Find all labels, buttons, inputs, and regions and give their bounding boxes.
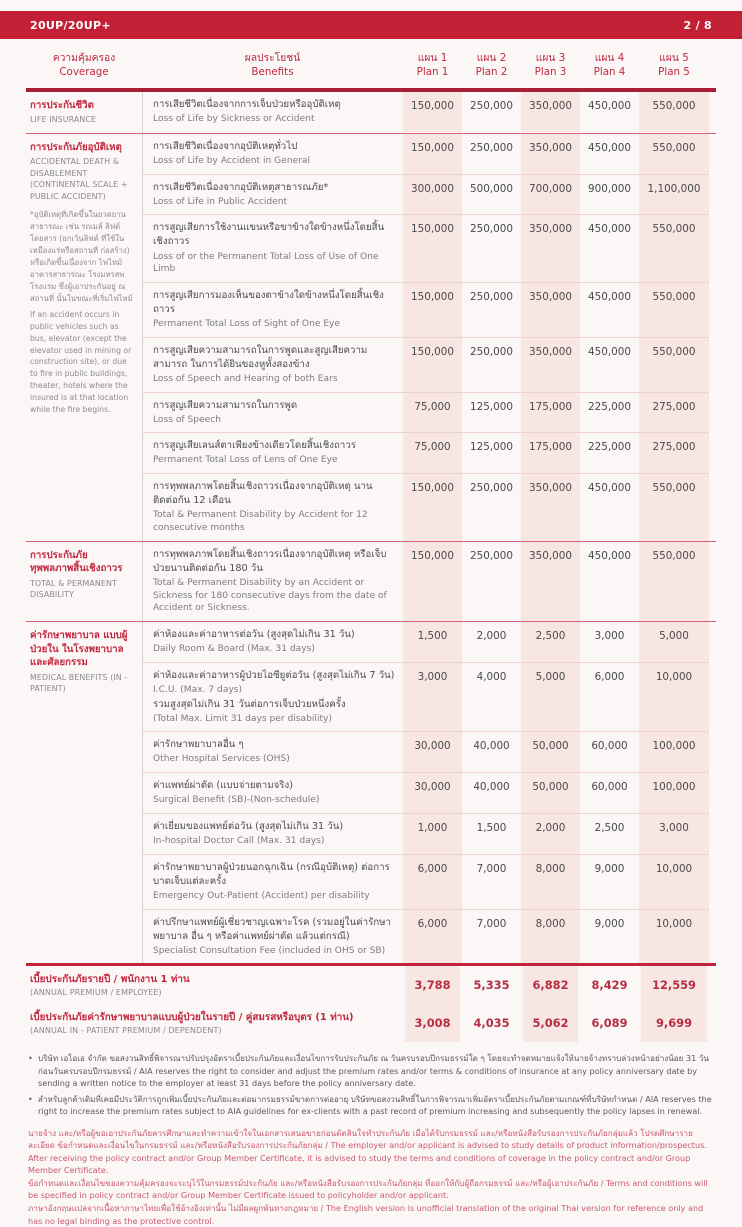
benefit-value-plan-2: 40,000 <box>473 781 510 794</box>
coverage-note-th: *อุบัติเหตุที่เกิดขึ้นในยวดยาน สาธารณะ เช่น รถเมล์ ลิฟต์โดยสาร (ยกเว้นลิฟต์ ที่ใช้ในเหมืองแร่หรือสถานที่ ก่อสร้าง) หรือเกิดขึ้นเนื่องจาก ไฟไหม้ อาคารสาธารณะ โรงมหรสพ โรงแรม ซึ่งผู้เอาประกันอยู่ ณ สถานที่ นั้นในขณะที่เริ่มไฟไหม้ <box>30 210 133 303</box>
benefit-value-plan-5: 3,000 <box>639 814 709 854</box>
benefit-row <box>143 174 709 215</box>
benefit-value-plan-2: 125,000 <box>470 441 513 454</box>
benefit-value-plan-2: 1,500 <box>476 821 507 834</box>
premium-value-plan-2: 4,035 <box>473 1016 510 1031</box>
bullet-marker: • <box>28 1053 33 1064</box>
benefit-label <box>143 134 403 174</box>
benefit-value-plan-3: 350,000 <box>521 474 580 541</box>
benefit-row <box>143 432 709 473</box>
product-title: 20UP/20UP+ <box>30 18 111 32</box>
benefit-value-plan-4: 9,000 <box>594 917 625 930</box>
benefit-label <box>143 663 403 732</box>
benefit-value-plan-5: 550,000 <box>639 92 709 132</box>
benefit-value-plan-3: 8,000 <box>521 855 580 909</box>
benefit-label <box>143 910 403 964</box>
premium-value-plan-3: 5,062 <box>521 1004 580 1042</box>
benefit-value-plan-1: 150,000 <box>403 283 462 337</box>
coverage-column-header: ความคุ้มครอง Coverage <box>52 52 116 78</box>
benefit-label <box>143 773 403 813</box>
benefit-value-plan-5: 100,000 <box>639 773 709 813</box>
benefit-value-plan-2: 250,000 <box>470 99 513 112</box>
coverage-note-en: If an accident occurs in public vehicles such as bus, elevator (except the elevator used in mining or construction site), or due to fire in public buildings, theater, hotels where the insured is at that location while the fire begins. <box>30 309 132 415</box>
footnote-bullet <box>28 1093 718 1118</box>
benefit-text-th: การสูญเสียการใช้งานแขนหรือขาข้างใดข้างหนึ่งโดยสิ้นเชิงถาวร <box>153 222 385 248</box>
benefit-text-th: การสูญเสียเลนส์ตาเพียงข้างเดียวโดยสิ้นเชิงถาวร <box>153 440 356 452</box>
benefit-label <box>143 542 403 621</box>
benefit-label <box>143 175 403 215</box>
benefit-value-plan-3: 50,000 <box>521 773 580 813</box>
benefit-value-plan-5: 100,000 <box>639 732 709 772</box>
benefit-row <box>143 854 709 909</box>
coverage-title-en: LIFE INSURANCE <box>30 115 97 125</box>
benefit-value-plan-3: 5,000 <box>521 663 580 732</box>
premium-value-plan-1: 3,788 <box>403 966 462 1004</box>
benefit-value-plan-3: 350,000 <box>521 215 580 282</box>
benefit-value-plan-1: 150,000 <box>403 215 462 282</box>
benefit-value-plan-1: 150,000 <box>403 542 462 621</box>
benefit-value-plan-3: 2,000 <box>521 814 580 854</box>
benefit-value-plan-1: 1,000 <box>403 814 462 854</box>
benefit-text-en: Total & Permanent Disability by Accident for 12 consecutive months <box>153 510 368 534</box>
benefit-value-plan-1: 150,000 <box>403 474 462 541</box>
plan-header-th: แผน 2 <box>476 52 507 64</box>
benefit-value-plan-3: 350,000 <box>521 134 580 174</box>
benefit-value-plan-5: 550,000 <box>639 338 709 392</box>
benefit-value-plan-4: 3,000 <box>594 630 625 643</box>
benefit-value-plan-1: 30,000 <box>403 773 462 813</box>
benefit-value-plan-2: 250,000 <box>470 549 513 562</box>
benefit-text-en: In-hospital Doctor Call (Max. 31 days) <box>153 836 325 846</box>
benefit-row <box>143 731 709 772</box>
benefit-label <box>143 92 403 132</box>
benefit-value-plan-3: 8,000 <box>521 910 580 964</box>
benefit-value-plan-4: 450,000 <box>588 99 631 112</box>
benefit-value-plan-2: 250,000 <box>470 482 513 495</box>
coverage-title-en: ACCIDENTAL DEATH & DISABLEMENT (CONTINENTAL SCALE + PUBLIC ACCIDENT) <box>30 157 128 201</box>
benefit-value-plan-4: 450,000 <box>588 482 631 495</box>
benefit-text-th: ค่าปรึกษาแพทย์ผู้เชี่ยวชาญเฉพาะโรค (รวมอยู่ในค่ารักษาพยาบาล อื่น ๆ หรือค่าแพทย์ผ่าตัด แล้วแต่กรณี) <box>153 916 391 942</box>
premium-value-plan-1: 3,008 <box>403 1004 462 1042</box>
coverage-title-th: การประกันภัยอุบัติเหตุ <box>30 141 122 153</box>
benefit-rows <box>142 134 709 541</box>
plan-header-en: Plan 4 <box>593 65 626 78</box>
legal-paragraph: นายจ้าง และ/หรือผู้ขอเอาประกันภัยควรศึกษาและทำความเข้าใจในเอกสารเสนอขายก่อนตัดสินใจทำประกันภัย เมื่อได้รับกรมธรรม์ และ/หรือหนังสือรับรองการประกันภัยกลุ่มแล้ว โปรดศึกษารายละเอียด ข้อกำหนดและเงื่อนไขในกรมธรรม์ และ/หรือหนังสือรับรองการประกันภัยกลุ่ม / The employer and/or applicant is advised to study details of product information/prospectus. After receiving the policy contract and/or Group Member Certificate, it is advised to study the terms and conditions of coverage in the policy contract and/or Group Member Certificate. <box>28 1127 707 1176</box>
benefit-label <box>143 215 403 282</box>
benefit-row <box>143 813 709 854</box>
legal-paragraph: ภาษาอังกฤษแปลจากเนื้อหาภาษาไทยเพื่อใช้อ้างอิงเท่านั้น ไม่มีผลผูกพันทางกฎหมาย / The English version is unofficial translation of the original Thai version for reference only and has no legal binding as the protective control. <box>28 1202 704 1226</box>
benefit-text-th: ค่าห้องและค่าอาหารต่อวัน (สูงสุดไม่เกิน 31 วัน) <box>153 629 355 641</box>
benefit-value-plan-1: 150,000 <box>403 92 462 132</box>
benefit-row <box>143 622 709 662</box>
benefit-value-plan-3: 50,000 <box>521 732 580 772</box>
benefit-value-plan-2: 250,000 <box>470 345 513 358</box>
coverage-section <box>26 133 716 541</box>
benefit-value-plan-1: 6,000 <box>403 855 462 909</box>
benefit-text-en: Loss of Speech and Hearing of both Ears <box>153 373 338 384</box>
coverage-label <box>26 92 142 133</box>
benefit-row <box>143 282 709 337</box>
plan-header-en: Plan 1 <box>416 65 449 78</box>
benefit-value-plan-2: 2,000 <box>476 630 507 643</box>
benefit-text-th: การสูญเสียความสามารถในการพูดและสูญเสียความสามารถ ในการได้ยินของหูทั้งสองข้าง <box>153 344 368 370</box>
benefit-value-plan-2: 40,000 <box>473 740 510 753</box>
coverage-title-th: การประกันภัย ทุพพลภาพสิ้นเชิงถาวร <box>30 549 123 575</box>
benefit-value-plan-3: 350,000 <box>521 283 580 337</box>
benefit-value-plan-4: 225,000 <box>588 441 631 454</box>
benefit-text-th: การสูญเสียการมองเห็นของตาข้างใดข้างหนึ่งโดยสิ้นเชิงถาวร <box>153 289 384 315</box>
benefit-value-plan-5: 275,000 <box>639 433 709 473</box>
premium-value-plan-3: 6,882 <box>521 966 580 1004</box>
plan-4-column-header <box>580 52 639 80</box>
benefit-value-plan-2: 7,000 <box>476 862 507 875</box>
benefit-text-en: Loss of Life by Sickness or Accident <box>153 113 315 124</box>
benefit-text-th: ค่ารักษาพยาบาลอื่น ๆ <box>153 739 244 751</box>
bullet-marker: • <box>28 1093 33 1104</box>
coverage-label <box>26 542 142 621</box>
benefit-value-plan-3: 350,000 <box>521 92 580 132</box>
benefit-text-th: การทุพพลภาพโดยสิ้นเชิงถาวรเนื่องจากอุบัติเหตุ นานติดต่อกัน 12 เดือน <box>153 481 373 507</box>
benefit-value-plan-4: 60,000 <box>591 781 628 794</box>
premium-value-plan-5: 12,559 <box>639 966 709 1004</box>
premium-label-th: เบี้ยประกันภัยค่ารักษาพยาบาลแบบผู้ป่วยในรายปี / คู่สมรสหรือบุตร (1 ท่าน) <box>30 1012 354 1024</box>
coverage-section <box>26 92 716 133</box>
benefit-label <box>143 393 403 433</box>
benefit-row <box>143 92 709 132</box>
coverage-label <box>26 134 142 541</box>
premium-label-en: (ANNUAL IN - PATIENT PREMIUM / DEPENDENT) <box>30 1026 222 1036</box>
benefit-value-plan-5: 550,000 <box>639 215 709 282</box>
benefit-value-plan-1: 300,000 <box>403 175 462 215</box>
benefit-value-plan-1: 150,000 <box>403 338 462 392</box>
plan-header-th: แผน 4 <box>594 52 625 64</box>
benefit-value-plan-4: 225,000 <box>588 400 631 413</box>
premium-value-plan-5: 9,699 <box>639 1004 709 1042</box>
benefit-label <box>143 622 403 662</box>
benefit-row <box>143 392 709 433</box>
premium-label <box>26 1004 403 1042</box>
footnote-text: สำหรับลูกค้าเดิมที่เคยมีประวัติการถูกเพิ่มเบี้ยประกันภัยและต่อมากรมธรรม์ขาดการต่ออายุ บริษัทขอสงวนสิทธิ์ในการพิจารณาเพิ่มอัตราเบี้ยประกันภัยตามเกณฑ์ที่บริษัทกำหนด / AIA reserves the right to increase the premium rates subject to AIA guidelines for ex-clients with a past record of premium increasing and subsequently the policy lapses in renewal. <box>38 1093 712 1117</box>
benefit-text-th: ค่ารักษาพยาบาลผู้ป่วยนอกฉุกเฉิน (กรณีอุบัติเหตุ) ต่อการบาดเจ็บแต่ละครั้ง <box>153 861 390 887</box>
benefit-label <box>143 814 403 854</box>
benefit-value-plan-2: 125,000 <box>470 400 513 413</box>
benefit-value-plan-4: 450,000 <box>588 223 631 236</box>
premium-label-en: (ANNUAL PREMIUM / EMPLOYEE) <box>30 988 162 998</box>
benefit-value-plan-4: 450,000 <box>588 141 631 154</box>
benefit-text-en: Specialist Consultation Fee (included in OHS or SB) <box>153 945 386 956</box>
benefit-text-en: Other Hospital Services (OHS) <box>153 754 290 765</box>
benefit-text-en: Surgical Benefit (SB)-(Non-schedule) <box>153 795 320 806</box>
benefit-value-plan-5: 10,000 <box>639 663 709 732</box>
plan-header-th: แผน 3 <box>535 52 566 64</box>
benefit-value-plan-5: 550,000 <box>639 283 709 337</box>
benefit-value-plan-1: 75,000 <box>403 433 462 473</box>
benefit-row <box>143 909 709 964</box>
benefit-label <box>143 855 403 909</box>
benefit-value-plan-5: 1,100,000 <box>639 175 709 215</box>
benefit-row <box>143 662 709 732</box>
benefit-text-th: การเสียชีวิตเนื่องจากอุบัติเหตุสาธารณภัย* <box>153 181 329 193</box>
benefit-value-plan-5: 550,000 <box>639 542 709 621</box>
coverage-title-en: MEDICAL BENEFITS (IN - PATIENT) <box>30 672 128 694</box>
benefit-rows <box>142 92 709 133</box>
benefit-value-plan-3: 350,000 <box>521 542 580 621</box>
premium-label-th: เบี้ยประกันภัยรายปี / พนักงาน 1 ท่าน <box>30 974 190 986</box>
footnote-text: บริษัท เอไอเอ จำกัด ขอสงวนสิทธิ์พิจารณาปรับปรุงอัตราเบี้ยประกันภัยและเงื่อนไขการรับประกันภัย ณ วันครบรอบปีกรมธรรม์ใด ๆ โดยจะทำจดหมายแจ้งให้นายจ้างทราบล่วงหน้าอย่างน้อย 31 วัน ก่อนวันครบรอบปีกรมธรรม์ / AIA reserves the right to consider and adjust the premium rates and/or terms & conditions of insurance at any policy anniversary date by sending a written notice to the employer at least 31 days before the policy anniversary date. <box>38 1053 709 1089</box>
coverage-section <box>26 621 716 963</box>
benefit-text-en: I.C.U. (Max. 7 days) <box>153 684 243 695</box>
premium-row <box>26 1004 709 1042</box>
benefit-text-th-2: รวมสูงสุดไม่เกิน 31 วันต่อการเจ็บป่วยหนึ่งครั้ง <box>153 698 346 710</box>
benefit-value-plan-5: 550,000 <box>639 134 709 174</box>
benefit-text-th: การเสียชีวิตเนื่องจากการเจ็บป่วยหรืออุบัติเหตุ <box>153 98 341 110</box>
premium-value-plan-4: 6,089 <box>591 1016 628 1031</box>
benefit-text-en: Permanent Total Loss of Lens of One Eye <box>153 455 338 466</box>
benefit-text-th: ค่าแพทย์ผ่าตัด (แบบจ่ายตามจริง) <box>153 780 294 792</box>
plan-header-th: แผน 1 <box>417 52 448 64</box>
benefit-row <box>143 214 709 282</box>
benefit-value-plan-5: 10,000 <box>639 855 709 909</box>
benefit-label <box>143 474 403 541</box>
benefit-row <box>143 337 709 392</box>
benefit-row <box>143 473 709 541</box>
benefit-value-plan-3: 175,000 <box>521 433 580 473</box>
benefit-value-plan-3: 175,000 <box>521 393 580 433</box>
plan-header-en: Plan 3 <box>534 65 567 78</box>
benefit-value-plan-1: 75,000 <box>403 393 462 433</box>
benefit-label <box>143 338 403 392</box>
benefit-text-en: Permanent Total Loss of Sight of One Eye <box>153 319 341 330</box>
benefit-label <box>143 732 403 772</box>
benefit-row <box>143 134 709 174</box>
table-body <box>26 92 716 964</box>
premium-value-plan-2: 5,335 <box>473 978 510 993</box>
footnotes <box>28 1052 718 1118</box>
plan-header-th: แผน 5 <box>659 52 689 64</box>
benefit-value-plan-5: 10,000 <box>639 910 709 964</box>
benefit-value-plan-1: 30,000 <box>403 732 462 772</box>
plan-5-column-header <box>639 52 709 80</box>
benefit-rows <box>142 542 709 621</box>
benefit-text-en: Loss of Speech <box>153 414 221 425</box>
benefit-row <box>143 542 709 621</box>
benefit-text-en: Total & Permanent Disability by an Accident or Sickness for 180 consecutive days from the date of Accident or Sickness. <box>153 577 387 614</box>
premium-value-plan-4: 8,429 <box>591 978 628 993</box>
benefit-value-plan-1: 6,000 <box>403 910 462 964</box>
benefit-value-plan-2: 250,000 <box>470 223 513 236</box>
benefit-text-en: Daily Room & Board (Max. 31 days) <box>153 644 315 655</box>
benefit-value-plan-2: 500,000 <box>470 182 513 195</box>
table-header-row <box>26 39 716 92</box>
benefit-value-plan-3: 350,000 <box>521 338 580 392</box>
benefits-column-header: ผลประโยชน์ Benefits <box>244 52 301 78</box>
benefit-rows <box>142 622 709 963</box>
benefit-value-plan-2: 250,000 <box>470 141 513 154</box>
benefit-value-plan-4: 2,500 <box>594 821 625 834</box>
benefit-label <box>143 283 403 337</box>
benefit-value-plan-4: 450,000 <box>588 549 631 562</box>
benefit-text-en: Loss of Life by Accident in General <box>153 155 311 166</box>
benefit-label <box>143 433 403 473</box>
benefit-value-plan-4: 9,000 <box>594 862 625 875</box>
plan-comparison-table <box>26 39 716 1042</box>
benefit-text-th: การเสียชีวิตเนื่องจากอุบัติเหตุทั่วไป <box>153 140 298 152</box>
benefit-value-plan-5: 550,000 <box>639 474 709 541</box>
benefit-value-plan-4: 450,000 <box>588 345 631 358</box>
benefit-value-plan-4: 900,000 <box>588 182 631 195</box>
benefit-value-plan-2: 250,000 <box>470 290 513 303</box>
plan-2-column-header <box>462 52 521 80</box>
coverage-title-th: การประกันชีวิต <box>30 99 94 111</box>
benefit-row <box>143 772 709 813</box>
benefit-value-plan-4: 6,000 <box>594 670 625 683</box>
benefit-text-en: Loss of Life in Public Accident <box>153 196 288 207</box>
benefit-value-plan-5: 5,000 <box>639 622 709 662</box>
benefit-text-th: ค่าห้องและค่าอาหารผู้ป่วยไอซียูต่อวัน (สูงสุดไม่เกิน 7 วัน) <box>153 669 395 681</box>
benefit-value-plan-2: 7,000 <box>476 917 507 930</box>
legal-disclaimer <box>28 1127 718 1227</box>
title-bar <box>0 11 742 39</box>
benefit-text-th: การทุพพลภาพโดยสิ้นเชิงถาวรเนื่องจากอุบัติเหตุ หรือเจ็บป่วยนานติดต่อกัน 180 วัน <box>153 548 387 574</box>
benefit-value-plan-3: 2,500 <box>521 622 580 662</box>
plan-1-column-header <box>403 52 462 80</box>
benefit-text-en: Loss of or the Permanent Total Loss of Use of One Limb <box>153 251 379 275</box>
benefit-value-plan-5: 275,000 <box>639 393 709 433</box>
coverage-title-en: TOTAL & PERMANENT DISABILITY <box>30 578 117 600</box>
premium-section <box>26 963 716 1042</box>
benefit-text-en: Emergency Out-Patient (Accident) per disability <box>153 890 370 901</box>
coverage-section <box>26 541 716 621</box>
plan-header-en: Plan 5 <box>658 65 690 78</box>
benefit-value-plan-2: 4,000 <box>476 670 507 683</box>
coverage-title-th: ค่ารักษาพยาบาล แบบผู้ป่วยใน ในโรงพยาบาล และศัลยกรรม <box>30 630 128 669</box>
benefit-text-th: การสูญเสียความสามารถในการพูด <box>153 399 298 411</box>
premium-label <box>26 966 403 1004</box>
benefit-value-plan-4: 450,000 <box>588 290 631 303</box>
benefit-value-plan-1: 150,000 <box>403 134 462 174</box>
premium-row <box>26 966 709 1004</box>
plan-3-column-header <box>521 52 580 80</box>
footnote-bullet <box>28 1052 718 1090</box>
page-number: 2 / 8 <box>683 18 712 32</box>
benefit-text-en-2: (Total Max. Limit 31 days per disability) <box>153 713 332 724</box>
plan-header-en: Plan 2 <box>475 65 508 78</box>
benefit-value-plan-3: 700,000 <box>521 175 580 215</box>
benefit-value-plan-1: 1,500 <box>403 622 462 662</box>
benefit-value-plan-4: 60,000 <box>591 740 628 753</box>
benefit-value-plan-1: 3,000 <box>403 663 462 732</box>
coverage-label <box>26 622 142 963</box>
benefit-text-th: ค่าเยี่ยมของแพทย์ต่อวัน (สูงสุดไม่เกิน 31 วัน) <box>153 820 344 832</box>
legal-paragraph: ข้อกำหนดและเงื่อนไขของความคุ้มครองจะระบุไว้ในกรมธรรม์ประกันภัย และ/หรือหนังสือรับรองการประกันภัยกลุ่ม ที่ออกให้กับผู้ถือกรมธรรม์ และ/หรือผู้เอาประกันภัย / Terms and conditions will be specified in policy contract and/or Group Member Certificate issued to policyholder and/or applicant. <box>28 1177 708 1201</box>
